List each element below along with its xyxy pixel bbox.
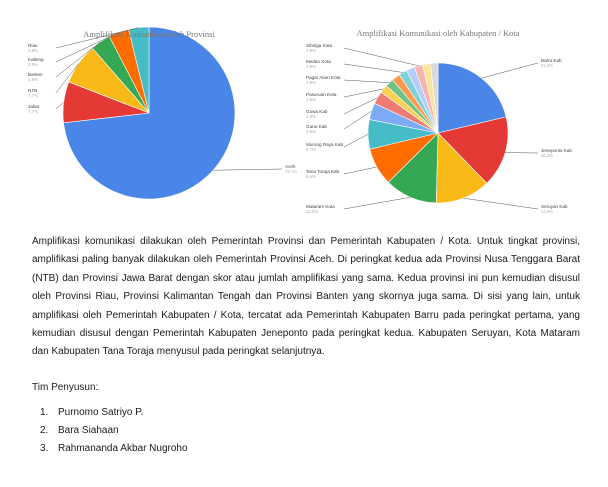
slice-label: Sibolga Kota — [306, 43, 333, 48]
member-name: Bara Siahaan — [58, 425, 119, 436]
list-item — [40, 440, 188, 458]
leader-line — [344, 64, 403, 72]
slice-label: Barru Kab — [541, 58, 562, 63]
slice-label: Tana Toraja Kab — [306, 169, 340, 174]
slice-label: NTB — [28, 88, 38, 93]
slice-label: Banten — [28, 72, 43, 77]
slice-value: 12.5% — [541, 209, 554, 214]
slice-label: Kalteng — [28, 57, 44, 62]
slice-value: 12.0% — [306, 209, 319, 214]
slice-value: 2.9% — [306, 114, 316, 119]
leader-line — [481, 63, 538, 78]
list-number: 2. — [40, 425, 49, 436]
slice-value: 1.9% — [306, 48, 316, 53]
slice-value: 1.9% — [306, 64, 316, 69]
slice-label: Pasuruan Kota — [306, 92, 337, 97]
chart-title: Amplifikasi Komunikasi oleh Provinsi — [83, 29, 215, 39]
slice-label: Garut Kab — [306, 124, 327, 129]
slice-label: Murung Raya Kab — [306, 142, 344, 147]
list-number: 1. — [40, 407, 49, 418]
leader-line — [344, 197, 410, 209]
leader-line — [344, 111, 371, 129]
paragraph: Amplifikasi komunikasi dilakukan oleh Pemerintah Provinsi dan Pemerintah Kabupaten / Kota. Untuk tingkat provinsi, amplifikasi paling banyak dilakukan oleh Pemerintah Provinsi Aceh. Di peringkat kedua ada Provinsi Nusa Tenggara Barat (NTB) dan Provinsi Jawa Barat dengan skor atau jumlah amplifikasi yang sama. Kedua provinsi ini pun kemudian disusul oleh Provinsi Riau, Provinsi Kalimantan Tengah dan Provinsi Banten yang skornya juga sama. Di sisi yang lain, untuk amplifikasi oleh Pemerintah Kabupaten / Kota, tercatat ada Pemerintah Kabupaten Barru pada peringkat pertama, yang kemudian disusul dengan Pemerintah Kabupaten Jeneponto pada peringkat kedua. Kabupaten Seruyan, Kota Mataram dan Kabupaten Tana Toraja menyusul pada peringkat selanjutnya. — [32, 236, 580, 358]
team-list — [40, 404, 188, 458]
list-item — [40, 404, 188, 422]
slice-value: 3.8% — [28, 62, 38, 67]
leader-line — [344, 48, 418, 66]
leader-line — [213, 169, 282, 170]
leader-line — [463, 198, 538, 209]
member-name: Rahmananda Akbar Nugroho — [58, 443, 188, 454]
pie-charts — [0, 0, 608, 232]
leader-line — [56, 102, 64, 109]
slice-label: Aceh — [285, 164, 296, 169]
slice-value: 6.7% — [306, 147, 316, 152]
slice-label: Riau — [28, 43, 38, 48]
chart-title: Amplifikasi Komunikasi oleh Kabupaten / Kota — [356, 28, 520, 38]
list-number: 3. — [40, 443, 49, 454]
slice-value: 3.8% — [28, 48, 38, 53]
slice-value: 1.9% — [306, 97, 316, 102]
slice-value: 7.7% — [28, 109, 38, 114]
slice-value: 16.2% — [541, 153, 554, 158]
charts-area — [0, 0, 608, 232]
slice-label: Pagar Alam Kota — [306, 75, 341, 80]
slice-value: 7.7% — [28, 93, 38, 98]
slice-value: 21.0% — [541, 63, 554, 68]
leader-line — [344, 167, 377, 174]
leader-line — [344, 89, 384, 97]
member-name: Purnomo Satriyo P. — [58, 407, 144, 418]
team-heading: Tim Penyusun: — [32, 382, 99, 393]
list-item — [40, 422, 188, 440]
leader-line — [344, 80, 389, 83]
slice-label: Jeneponto Kab — [541, 148, 572, 153]
slice-label: Medan Kota — [306, 59, 331, 64]
slice-label: Jabar — [28, 104, 40, 109]
leader-line — [344, 134, 368, 147]
slice-value: 1.9% — [306, 80, 316, 85]
slice-label: Gowa Kab — [306, 109, 328, 114]
slice-value: 3.8% — [306, 129, 316, 134]
slice-value: 73.1% — [285, 169, 298, 174]
body-text — [32, 233, 580, 362]
slice-value: 3.8% — [28, 77, 38, 82]
slice-value: 8.6% — [306, 174, 316, 179]
slice-label: Seruyan Kab — [541, 204, 568, 209]
slice-label: Mataram Kota — [306, 204, 335, 209]
